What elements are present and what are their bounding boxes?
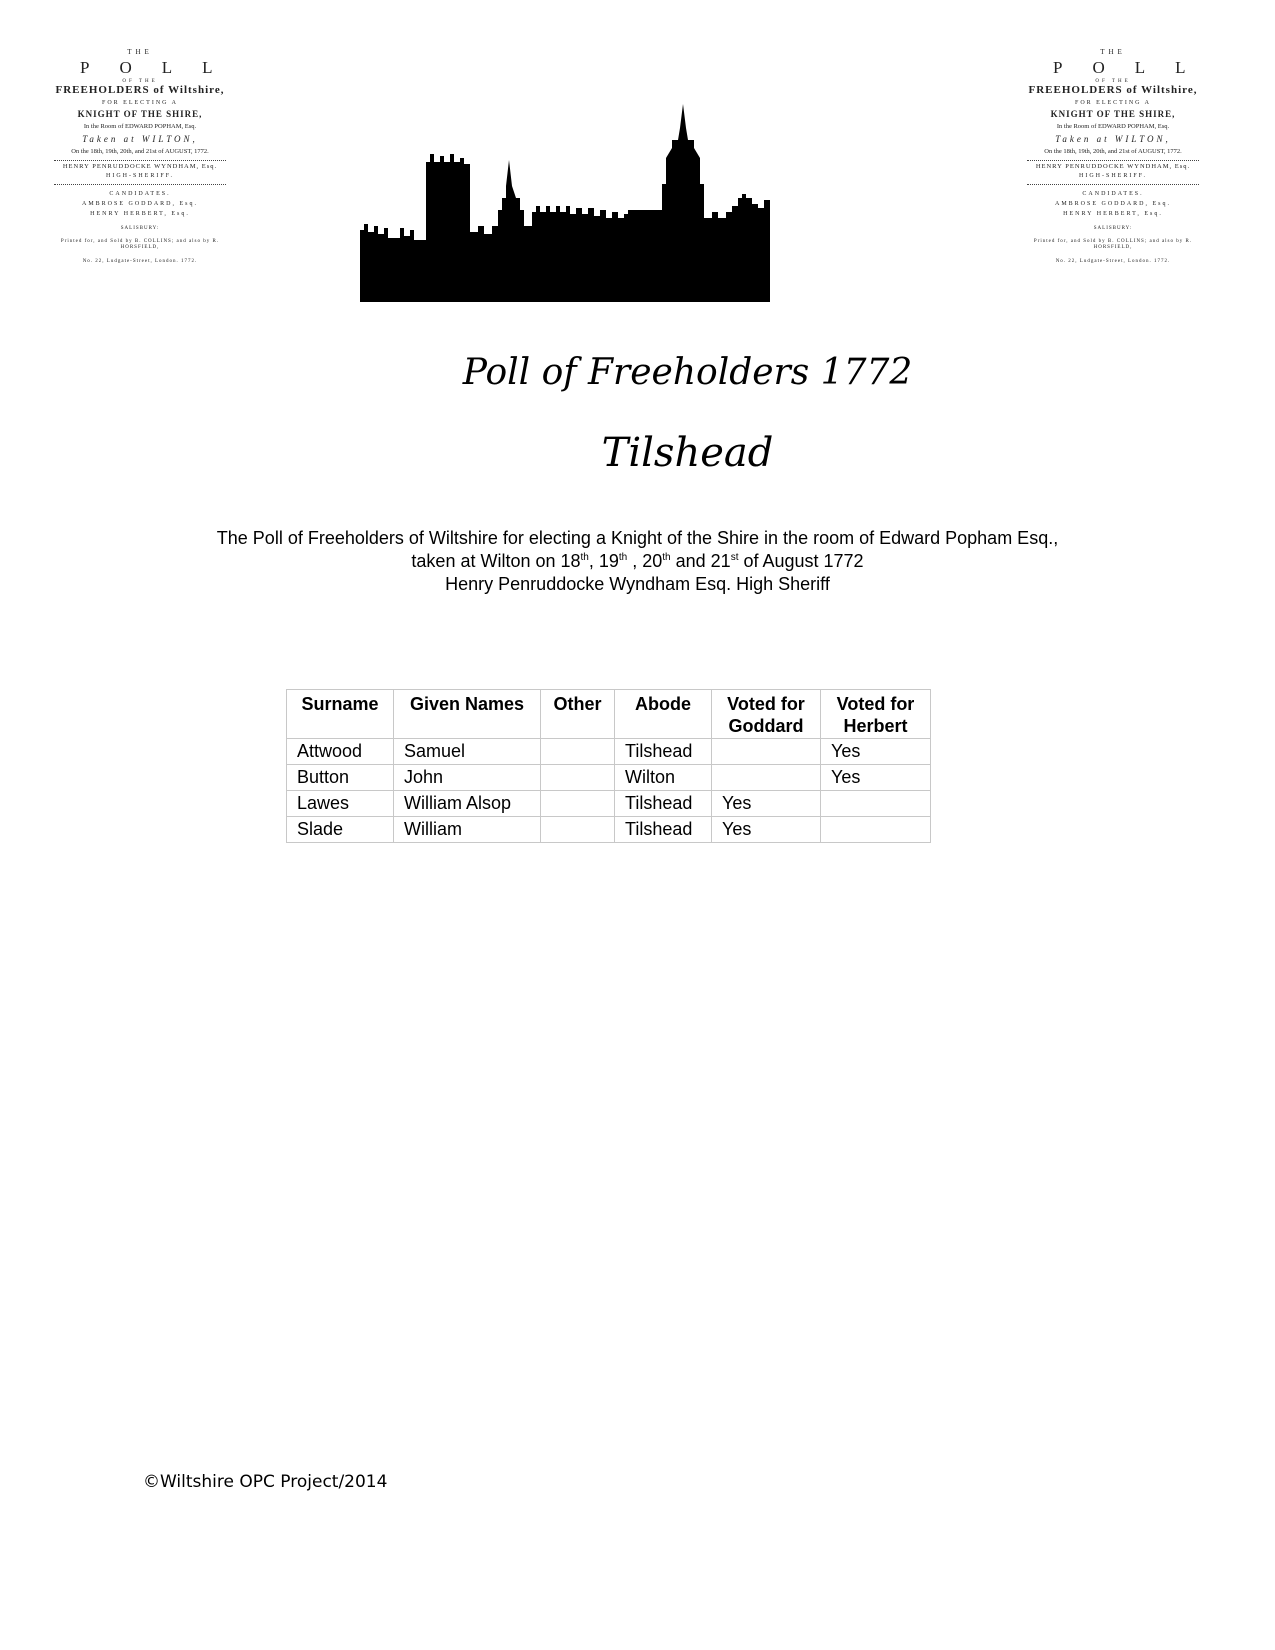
tp-candidate-1: AMBROSE GODDARD, Esq. bbox=[81, 200, 198, 207]
cell-surname: Lawes bbox=[287, 791, 394, 817]
tp-for-electing: FOR ELECTING A bbox=[1075, 99, 1151, 106]
ordinal-suffix: th bbox=[618, 552, 628, 563]
header-voted-herbert: Voted for Herbert bbox=[821, 690, 931, 739]
cell-given-names: John bbox=[394, 765, 541, 791]
intro-line-3: Henry Penruddocke Wyndham Esq. High Sheriff bbox=[445, 574, 830, 594]
cell-voted-goddard: Yes bbox=[712, 791, 821, 817]
tp-rule bbox=[54, 160, 226, 161]
tp-imprint-2: Printed for, and Sold by B. COLLINS; and also by R. HORSFIELD, bbox=[60, 239, 220, 251]
tp-dates: On the 18th, 19th, 20th, and 21st of AUGUST, 1772. bbox=[1044, 148, 1182, 156]
tp-imprint-3: No. 22, Ludgate-Street, London. 1772. bbox=[82, 258, 198, 264]
footer-copyright: ©Wiltshire OPC Project/2014 bbox=[143, 1472, 388, 1492]
intro-line-2-b: , 19 bbox=[588, 551, 619, 571]
cell-surname: Slade bbox=[287, 817, 394, 843]
parliament-silhouette-image bbox=[360, 100, 770, 302]
tp-candidate-1: AMBROSE GODDARD, Esq. bbox=[1054, 200, 1171, 207]
tp-poll: POLL bbox=[80, 58, 243, 78]
tp-for-electing: FOR ELECTING A bbox=[102, 99, 178, 106]
tp-sheriff-title: HIGH-SHERIFF. bbox=[105, 172, 175, 179]
tp-candidate-2: HENRY HERBERT, Esq. bbox=[1063, 210, 1163, 217]
cell-voted-herbert bbox=[821, 817, 931, 843]
tp-imprint-3: No. 22, Ludgate-Street, London. 1772. bbox=[1055, 258, 1171, 264]
table-row bbox=[287, 817, 931, 843]
intro-line-2-c: , 20 bbox=[627, 551, 663, 571]
tp-rule bbox=[1027, 160, 1199, 161]
cell-surname: Button bbox=[287, 765, 394, 791]
header-surname: Surname bbox=[287, 690, 394, 739]
tp-candidates: CANDIDATES. bbox=[109, 190, 171, 197]
tp-imprint-1: SALISBURY: bbox=[120, 225, 160, 231]
cell-abode: Tilshead bbox=[615, 791, 712, 817]
cell-abode: Tilshead bbox=[615, 739, 712, 765]
cell-abode: Tilshead bbox=[615, 817, 712, 843]
tp-sheriff-title: HIGH-SHERIFF. bbox=[1078, 172, 1148, 179]
tp-the: THE bbox=[127, 48, 153, 56]
ordinal-suffix: th bbox=[580, 552, 589, 563]
tp-imprint-2: Printed for, and Sold by B. COLLINS; and also by R. HORSFIELD, bbox=[1033, 239, 1193, 251]
tp-taken: Taken at WILTON, bbox=[1055, 133, 1171, 144]
cell-voted-goddard bbox=[712, 765, 821, 791]
page-title: Poll of Freeholders 1772 bbox=[462, 352, 913, 393]
cell-surname: Attwood bbox=[287, 739, 394, 765]
cell-other bbox=[541, 791, 615, 817]
header-voted-goddard: Voted for Goddard bbox=[712, 690, 821, 739]
tp-of-the: OF THE bbox=[122, 78, 158, 84]
intro-text bbox=[0, 527, 1275, 596]
cell-other bbox=[541, 739, 615, 765]
cell-given-names: Samuel bbox=[394, 739, 541, 765]
tp-taken: Taken at WILTON, bbox=[82, 133, 198, 144]
poll-table bbox=[286, 689, 931, 843]
intro-line-2-e: of August 1772 bbox=[738, 551, 864, 571]
header-other: Other bbox=[541, 690, 615, 739]
cell-given-names: William bbox=[394, 817, 541, 843]
table-row bbox=[287, 765, 931, 791]
title-page-image-right bbox=[1023, 48, 1216, 288]
tp-poll: POLL bbox=[1053, 58, 1216, 78]
cell-voted-herbert: Yes bbox=[821, 739, 931, 765]
table-row bbox=[287, 791, 931, 817]
ordinal-suffix: st bbox=[730, 552, 739, 563]
tp-imprint-1: SALISBURY: bbox=[1093, 225, 1133, 231]
title-page-image-left bbox=[50, 48, 243, 288]
cell-voted-goddard: Yes bbox=[712, 817, 821, 843]
tp-candidates: CANDIDATES. bbox=[1082, 190, 1144, 197]
cell-other bbox=[541, 817, 615, 843]
tp-room: In the Room of EDWARD POPHAM, Esq. bbox=[1056, 123, 1170, 131]
tp-candidate-2: HENRY HERBERT, Esq. bbox=[90, 210, 190, 217]
intro-line-2 bbox=[0, 550, 1275, 573]
cell-voted-herbert bbox=[821, 791, 931, 817]
intro-line-2-d: and 21 bbox=[670, 551, 731, 571]
cell-voted-goddard bbox=[712, 739, 821, 765]
ordinal-suffix: th bbox=[662, 552, 671, 563]
tp-freeholders: FREEHOLDERS of Wiltshire, bbox=[55, 84, 225, 97]
place-title: Tilshead bbox=[601, 430, 774, 476]
tp-room: In the Room of EDWARD POPHAM, Esq. bbox=[83, 123, 197, 131]
tp-rule bbox=[1027, 184, 1199, 185]
tp-sheriff: HENRY PENRUDDOCKE WYNDHAM, Esq. bbox=[1035, 162, 1191, 170]
cell-given-names: William Alsop bbox=[394, 791, 541, 817]
header-abode: Abode bbox=[615, 690, 712, 739]
tp-knight: KNIGHT OF THE SHIRE, bbox=[1050, 108, 1176, 119]
intro-line-2-a: taken at Wilton on 18 bbox=[411, 551, 581, 571]
tp-rule bbox=[54, 184, 226, 185]
tp-freeholders: FREEHOLDERS of Wiltshire, bbox=[1028, 84, 1198, 97]
tp-the: THE bbox=[1100, 48, 1126, 56]
table-header-row bbox=[287, 690, 931, 739]
tp-of-the: OF THE bbox=[1095, 78, 1131, 84]
cell-abode: Wilton bbox=[615, 765, 712, 791]
tp-sheriff: HENRY PENRUDDOCKE WYNDHAM, Esq. bbox=[62, 162, 218, 170]
tp-dates: On the 18th, 19th, 20th, and 21st of AUGUST, 1772. bbox=[71, 148, 209, 156]
table-row bbox=[287, 739, 931, 765]
intro-line-1: The Poll of Freeholders of Wiltshire for electing a Knight of the Shire in the room of Edward Popham Esq., bbox=[216, 528, 1059, 548]
tp-knight: KNIGHT OF THE SHIRE, bbox=[77, 108, 203, 119]
cell-voted-herbert: Yes bbox=[821, 765, 931, 791]
cell-other bbox=[541, 765, 615, 791]
header-given-names: Given Names bbox=[394, 690, 541, 739]
